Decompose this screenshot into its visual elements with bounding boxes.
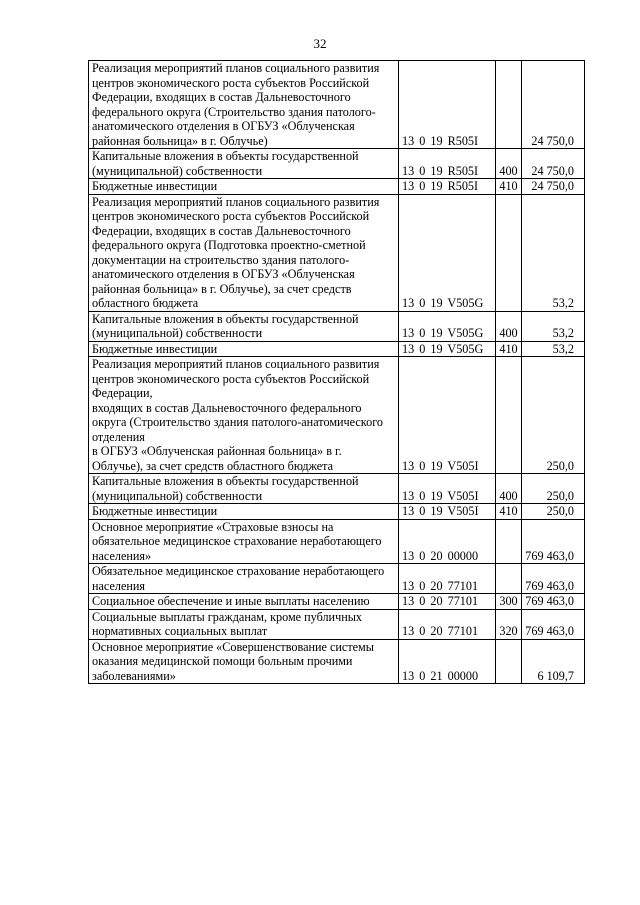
row-amount-cell: 53,2 [522,341,585,357]
row-expense-type-cell: 300 [496,594,522,610]
row-name-cell: Основное мероприятие «Страховые взносы на обязательное медицинское страхование неработающего населения» [89,519,399,564]
table-row [89,639,585,684]
row-expense-type-cell: 410 [496,341,522,357]
row-amount-cell: 250,0 [522,357,585,474]
row-expense-type-cell [496,194,522,311]
row-name-cell: Социальные выплаты гражданам, кроме публичных нормативных социальных выплат [89,609,399,639]
row-name-cell: Капитальные вложения в объекты государственной (муниципальной) собственности [89,149,399,179]
row-amount-cell: 24 750,0 [522,61,585,149]
table-row [89,194,585,311]
row-expense-type-cell [496,564,522,594]
row-target-article-cell: 13 0 20 77101 [399,594,496,610]
row-amount-cell: 6 109,7 [522,639,585,684]
row-name-cell: Обязательное медицинское страхование неработающего населения [89,564,399,594]
row-amount-cell: 53,2 [522,194,585,311]
row-name-cell: Реализация мероприятий планов социального развития центров экономического роста субъектов Российской Федерации, входящих в состав Дальневосточного федерального округа (Подготовка проектно-сметной документации на строительство здания патолого-анатомического отделения в ОГБУЗ «Облученская районная больница» в г. Облучье), за счет средств областного бюджета [89,194,399,311]
table-row [89,609,585,639]
table-row [89,357,585,474]
row-amount-cell: 24 750,0 [522,149,585,179]
row-name-cell: Капитальные вложения в объекты государственной (муниципальной) собственности [89,474,399,504]
row-expense-type-cell: 410 [496,179,522,195]
row-target-article-cell: 13 0 19 V505G [399,194,496,311]
row-target-article-cell: 13 0 19 R505I [399,149,496,179]
table-row [89,61,585,149]
page-number: 32 [313,36,327,51]
row-amount-cell: 769 463,0 [522,519,585,564]
row-target-article-cell: 13 0 21 00000 [399,639,496,684]
row-name-cell: Реализация мероприятий планов социального развития центров экономического роста субъектов Российской Федерации, входящих в состав Дальневосточного федерального округа (Строительство здания патолого-анатомического отделения в ОГБУЗ «Облученская районная больница» в г. Облучье), за счет средств областного бюджета [89,357,399,474]
row-expense-type-cell [496,61,522,149]
row-name-cell: Бюджетные инвестиции [89,504,399,520]
row-amount-cell: 24 750,0 [522,179,585,195]
row-target-article-cell: 13 0 19 R505I [399,61,496,149]
budget-table-body [89,61,585,684]
row-target-article-cell: 13 0 19 V505G [399,311,496,341]
table-row [89,594,585,610]
row-expense-type-cell: 400 [496,474,522,504]
row-amount-cell: 250,0 [522,504,585,520]
row-name-cell: Социальное обеспечение и иные выплаты населению [89,594,399,610]
row-expense-type-cell [496,519,522,564]
row-amount-cell: 769 463,0 [522,609,585,639]
row-target-article-cell: 13 0 20 77101 [399,609,496,639]
row-expense-type-cell: 320 [496,609,522,639]
row-target-article-cell: 13 0 19 V505I [399,474,496,504]
table-row [89,519,585,564]
row-name-cell: Бюджетные инвестиции [89,179,399,195]
row-expense-type-cell: 400 [496,149,522,179]
row-expense-type-cell [496,639,522,684]
budget-table [88,60,585,684]
row-amount-cell: 769 463,0 [522,564,585,594]
row-target-article-cell: 13 0 20 00000 [399,519,496,564]
row-target-article-cell: 13 0 20 77101 [399,564,496,594]
table-row [89,564,585,594]
row-expense-type-cell [496,357,522,474]
table-row [89,149,585,179]
table-row [89,311,585,341]
table-row [89,504,585,520]
row-amount-cell: 769 463,0 [522,594,585,610]
row-name-cell: Капитальные вложения в объекты государственной (муниципальной) собственности [89,311,399,341]
row-target-article-cell: 13 0 19 R505I [399,179,496,195]
row-name-cell: Реализация мероприятий планов социального развития центров экономического роста субъектов Российской Федерации, входящих в состав Дальневосточного федерального округа (Строительство здания патолого-анатомического отделения в ОГБУЗ «Облученская районная больница» в г. Облучье) [89,61,399,149]
row-name-cell: Бюджетные инвестиции [89,341,399,357]
row-target-article-cell: 13 0 19 V505G [399,341,496,357]
row-target-article-cell: 13 0 19 V505I [399,504,496,520]
row-target-article-cell: 13 0 19 V505I [399,357,496,474]
table-row [89,474,585,504]
table-row [89,341,585,357]
row-amount-cell: 250,0 [522,474,585,504]
row-expense-type-cell: 410 [496,504,522,520]
row-name-cell: Основное мероприятие «Совершенствование системы оказания медицинской помощи больным прочими заболеваниями» [89,639,399,684]
row-expense-type-cell: 400 [496,311,522,341]
table-row [89,179,585,195]
row-amount-cell: 53,2 [522,311,585,341]
